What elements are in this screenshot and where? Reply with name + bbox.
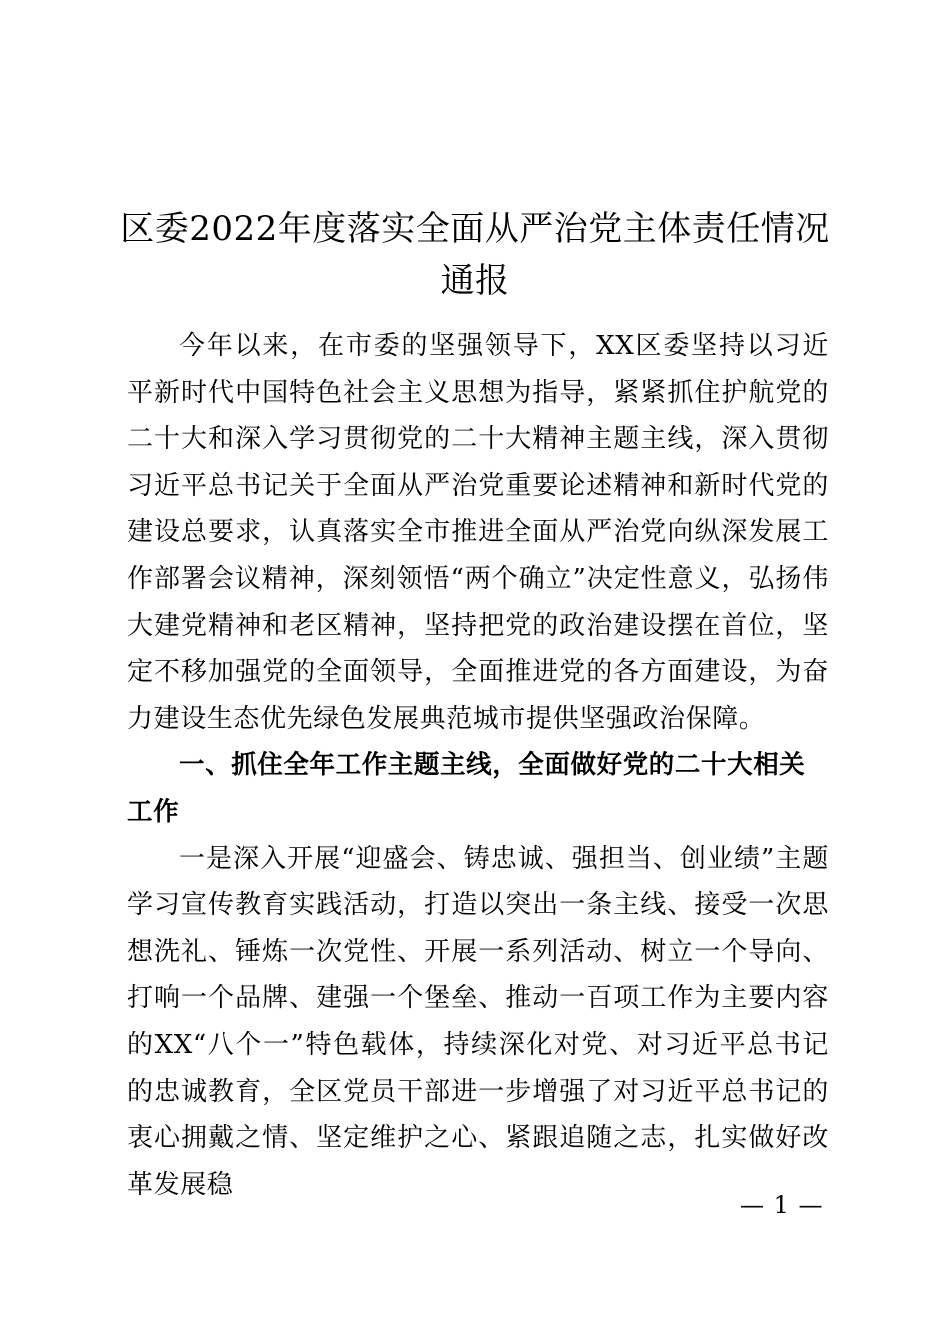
document-body [127, 323, 829, 1208]
section-1-paragraph-1: 一是深入开展“迎盛会、铸忠诚、强担当、创业绩”主题学习宣传教育实践活动，打造以突出一条主线、接受一次思想洗礼、锤炼一次党性、开展一系列活动、树立一个导向、打响一个品牌、建强一个堡垒、推动一百项工作为主要内容的XX“八个一”特色载体，持续深化对党、对习近平总书记的忠诚教育，全区党员干部进一步增强了对习近平总书记的衷心拥戴之情、坚定维护之心、紧跟追随之志，扎实做好改革发展稳 [127, 843, 829, 1200]
section-heading-1: 一、抓住全年工作主题主线，全面做好党的二十大相关工作 [127, 750, 806, 827]
page-number: — 1 — [740, 1191, 824, 1219]
document-title: 区委2022年度落实全面从严治党主体责任情况通报 [120, 208, 830, 301]
intro-paragraph: 今年以来，在市委的坚强领导下，XX区委坚持以习近平新时代中国特色社会主义思想为指导，紧紧抓住护航党的二十大和深入学习贯彻党的二十大精神主题主线，深入贯彻习近平总书记关于全面从严治党重要论述精神和新时代党的建设总要求，认真落实全市推进全面从严治党向纵深发展工作部署会议精神，深刻领悟“两个确立”决定性意义，弘扬伟大建党精神和老区精神，坚持把党的政治建设摆在首位，坚定不移加强党的全面领导，全面推进党的各方面建设，为奋力建设生态优先绿色发展典范城市提供坚强政治保障。 [127, 331, 829, 734]
